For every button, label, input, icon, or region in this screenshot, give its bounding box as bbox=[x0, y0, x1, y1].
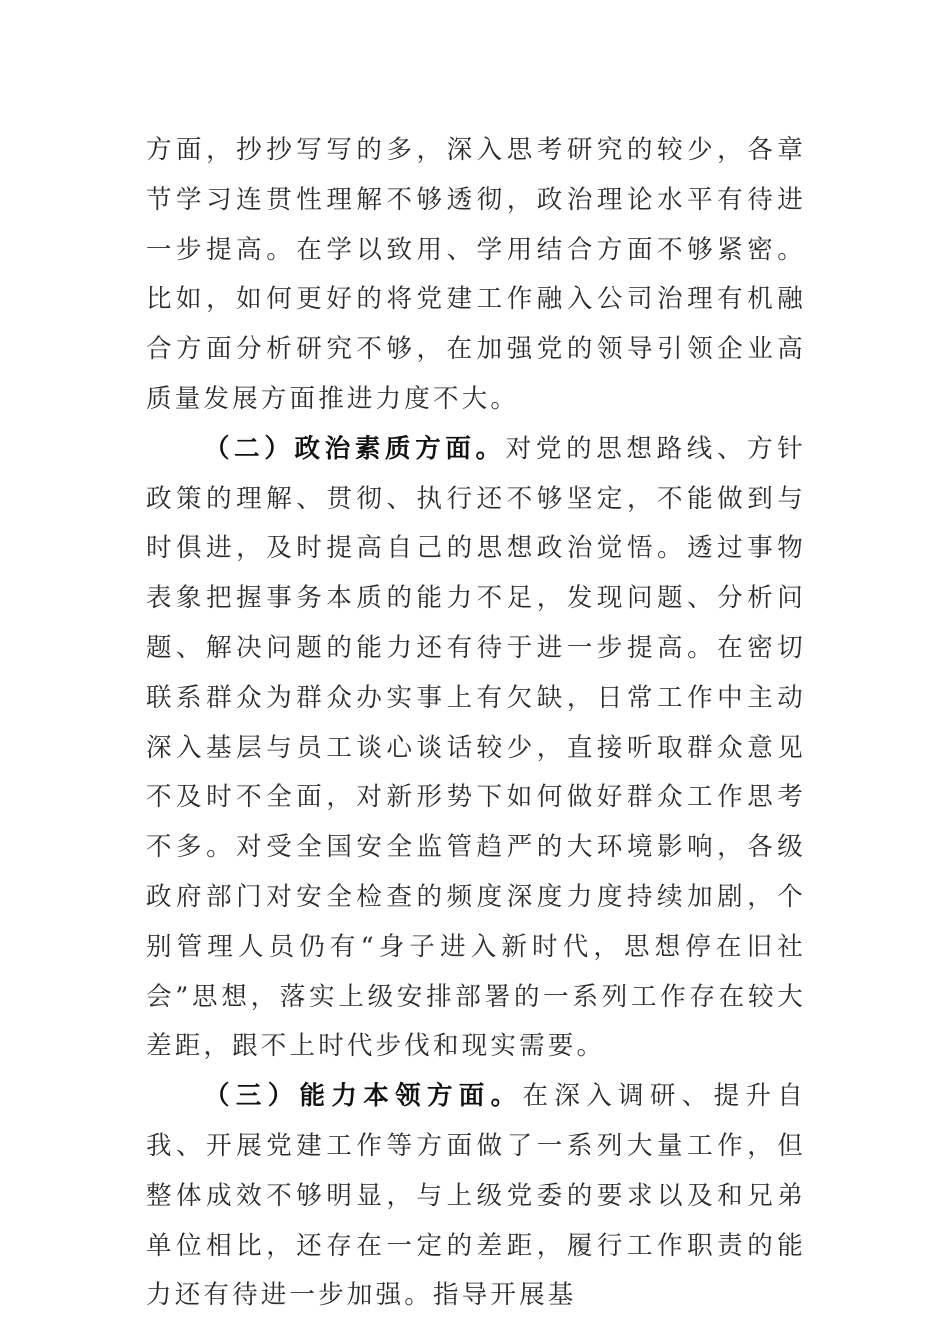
paragraph-continuation bbox=[146, 126, 806, 425]
paragraph-text: 对党的思想路线、方针政策的理解、贯彻、执行还不够坚定，不能做到与时俱进，及时提高自己的思想政治觉悟。透过事物表象把握事务本质的能力不足，发现问题、分析问题、解决问题的能力还有待于进一步提高。在密切联系群众为群众办实事上有欠缺，日常工作中主动深入基层与员工谈心谈话较少，直接听取群众意见不及时不全面，对新形势下如何做好群众工作思考不多。对受全国安全监管趋严的大环境影响，各级政府部门对安全检查的频度深度力度持续加剧，个别管理人员仍有“身子进入新时代，思想停在旧社会”思想，落实上级安排部署的一系列工作存在较大差距，跟不上时代步伐和现实需要。 bbox=[146, 433, 806, 1062]
section-heading-ability: （三）能力本领方面。 bbox=[204, 1081, 523, 1112]
paragraph-ability bbox=[146, 1072, 806, 1321]
paragraph-text: 方面，抄抄写写的多，深入思考研究的较少，各章节学习连贯性理解不够透彻，政治理论水平有待进一步提高。在学以致用、学用结合方面不够紧密。比如，如何更好的将党建工作融入公司治理有机融合方面分析研究不够，在加强党的领导引领企业高质量发展方面推进力度不大。 bbox=[146, 135, 806, 414]
document-body bbox=[146, 126, 806, 1321]
paragraph-text: 在深入调研、提升自我、开展党建工作等方面做了一系列大量工作，但整体成效不够明显，与上级党委的要求以及和兄弟单位相比，还存在一定的差距，履行工作职责的能力还有待进一步加强。指导开展基 bbox=[146, 1081, 806, 1311]
section-heading-political-quality: （二）政治素质方面。 bbox=[204, 433, 506, 464]
paragraph-political-quality bbox=[146, 425, 806, 1072]
